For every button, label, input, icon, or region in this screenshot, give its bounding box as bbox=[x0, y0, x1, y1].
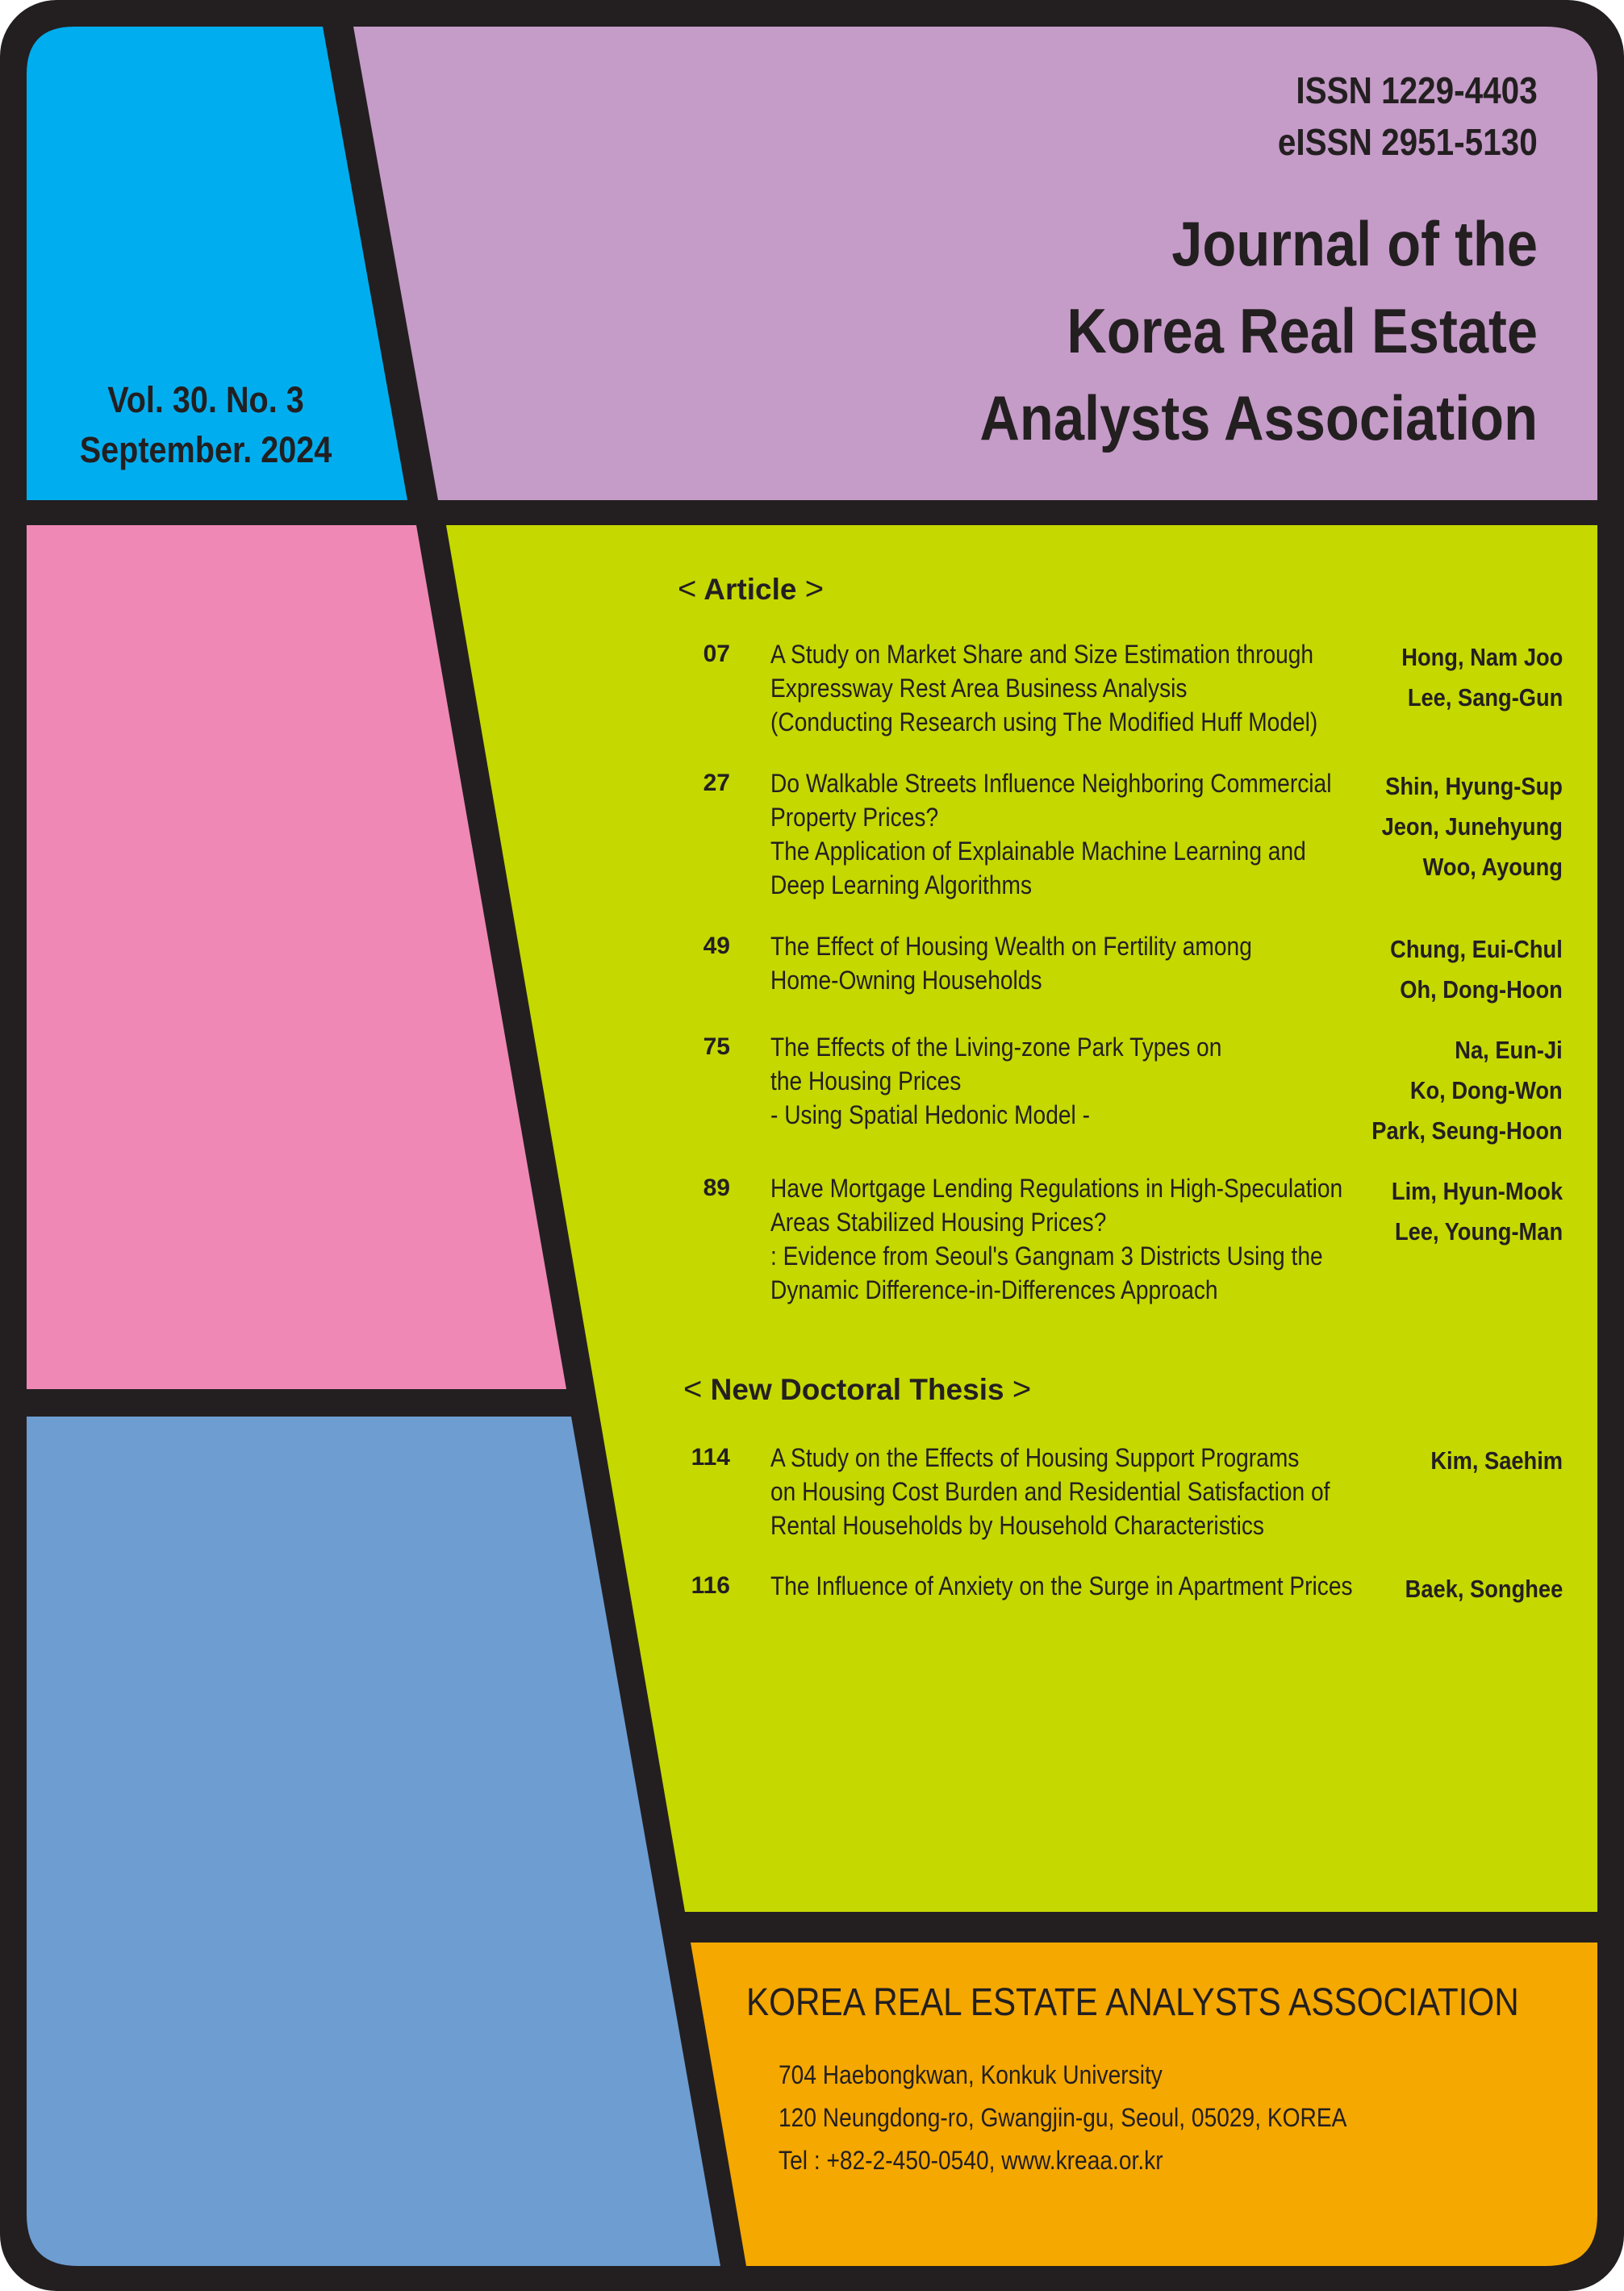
contact-line: Tel : +82-2-450-0540, www.kreaa.or.kr bbox=[779, 2146, 1163, 2175]
toc-author: Lee, Sang-Gun bbox=[1407, 683, 1563, 712]
toc-title-line: The Effects of the Living-zone Park Types on bbox=[770, 1033, 1222, 1062]
toc-title-line: A Study on Market Share and Size Estimation through bbox=[770, 640, 1314, 669]
toc-author: Hong, Nam Joo bbox=[1401, 643, 1563, 671]
toc-title-line: : Evidence from Seoul's Gangnam 3 Districts Using the bbox=[770, 1241, 1323, 1271]
left-bracket-icon: < bbox=[683, 1371, 703, 1407]
toc-author: Lee, Young-Man bbox=[1394, 1217, 1563, 1246]
toc-title-line: A Study on the Effects of Housing Support Programs bbox=[770, 1443, 1300, 1472]
toc-title-line: Deep Learning Algorithms bbox=[770, 870, 1033, 899]
volume-number: Vol. 30. No. 3 bbox=[107, 379, 304, 420]
toc-title-line: Areas Stabilized Housing Prices? bbox=[770, 1208, 1107, 1237]
toc-author: Na, Eun-Ji bbox=[1455, 1036, 1563, 1064]
toc-page-number: 89 bbox=[703, 1175, 730, 1201]
toc-title-line: - Using Spatial Hedonic Model - bbox=[770, 1100, 1090, 1129]
journal-title-line: Journal of the bbox=[1171, 208, 1538, 279]
toc-author: Baek, Songhee bbox=[1405, 1575, 1563, 1603]
toc-authors bbox=[1401, 637, 1563, 718]
toc-title-line: The Application of Explainable Machine Learning and bbox=[770, 837, 1306, 866]
section-heading-thesis bbox=[683, 1371, 1031, 1408]
toc-article-title bbox=[770, 1030, 1282, 1132]
toc-authors bbox=[1382, 766, 1563, 887]
toc-title-line: Home-Owning Households bbox=[770, 966, 1042, 995]
journal-title bbox=[979, 200, 1538, 461]
toc-author: Kim, Saehim bbox=[1430, 1446, 1563, 1475]
toc-title-line: The Influence of Anxiety on the Surge in Apartment Prices bbox=[770, 1571, 1353, 1600]
publisher-name: KOREA REAL ESTATE ANALYSTS ASSOCIATION bbox=[746, 1981, 1519, 2024]
volume-info bbox=[67, 375, 344, 475]
toc-authors bbox=[1372, 1030, 1563, 1151]
issn-block bbox=[1278, 65, 1538, 168]
issue-date: September. 2024 bbox=[79, 429, 332, 470]
toc-title-line: on Housing Cost Burden and Residential Satisfaction of bbox=[770, 1477, 1330, 1506]
right-bracket-icon: > bbox=[1012, 1371, 1032, 1407]
toc-author: Chung, Eui-Chul bbox=[1390, 935, 1563, 963]
toc-thesis-title bbox=[770, 1569, 1353, 1603]
toc-title-line: the Housing Prices bbox=[770, 1066, 962, 1095]
toc-page-number: 114 bbox=[691, 1444, 730, 1471]
toc-author: Park, Seung-Hoon bbox=[1371, 1116, 1563, 1145]
toc-author: Woo, Ayoung bbox=[1422, 853, 1563, 881]
toc-title-line: The Effect of Housing Wealth on Fertility among bbox=[770, 932, 1252, 961]
toc-article-title bbox=[770, 766, 1332, 902]
toc-authors bbox=[1430, 1441, 1563, 1481]
toc-page-number: 75 bbox=[703, 1033, 730, 1060]
address-line: 704 Haebongkwan, Konkuk University bbox=[779, 2060, 1163, 2089]
publisher-address bbox=[779, 2054, 1346, 2182]
toc-author: Lim, Hyun-Mook bbox=[1391, 1177, 1563, 1205]
toc-article-title bbox=[770, 929, 1282, 997]
section-heading-label: New Doctoral Thesis bbox=[710, 1373, 1004, 1406]
toc-page-number: 116 bbox=[691, 1572, 730, 1599]
toc-page-number: 27 bbox=[703, 770, 730, 796]
toc-author: Shin, Hyung-Sup bbox=[1385, 772, 1563, 800]
toc-author: Jeon, Junehyung bbox=[1381, 812, 1563, 841]
toc-article-title bbox=[770, 637, 1318, 739]
toc-authors bbox=[1405, 1569, 1563, 1609]
left-bracket-icon: < bbox=[678, 571, 697, 607]
right-bracket-icon: > bbox=[804, 571, 825, 607]
toc-thesis-title bbox=[770, 1441, 1330, 1542]
issn-text: ISSN 1229-4403 bbox=[1296, 69, 1538, 111]
toc-title-line: Have Mortgage Lending Regulations in High-Speculation bbox=[770, 1174, 1343, 1203]
section-heading-label: Article bbox=[703, 573, 797, 606]
address-line: 120 Neungdong-ro, Gwangjin-gu, Seoul, 05029, KOREA bbox=[779, 2103, 1347, 2132]
toc-authors bbox=[1390, 929, 1563, 1010]
toc-title-line: Do Walkable Streets Influence Neighboring Commercial bbox=[770, 769, 1332, 798]
journal-title-line: Korea Real Estate bbox=[1067, 295, 1538, 366]
toc-author: Oh, Dong-Hoon bbox=[1400, 975, 1563, 1004]
toc-title-line: Dynamic Difference-in-Differences Approach bbox=[770, 1275, 1218, 1304]
toc-title-line: Property Prices? bbox=[770, 803, 939, 832]
toc-page-number: 49 bbox=[703, 933, 730, 959]
toc-authors bbox=[1392, 1171, 1563, 1252]
toc-page-number: 07 bbox=[703, 641, 730, 667]
toc-title-line: Expressway Rest Area Business Analysis bbox=[770, 674, 1188, 703]
toc-title-line: Rental Households by Household Characteristics bbox=[770, 1511, 1265, 1540]
eissn-text: eISSN 2951-5130 bbox=[1278, 121, 1538, 163]
journal-title-line: Analysts Association bbox=[979, 382, 1538, 453]
toc-author: Ko, Dong-Won bbox=[1410, 1076, 1563, 1104]
toc-title-line: (Conducting Research using The Modified Huff Model) bbox=[770, 707, 1318, 737]
toc-article-title bbox=[770, 1171, 1343, 1307]
section-heading-article bbox=[678, 571, 824, 607]
